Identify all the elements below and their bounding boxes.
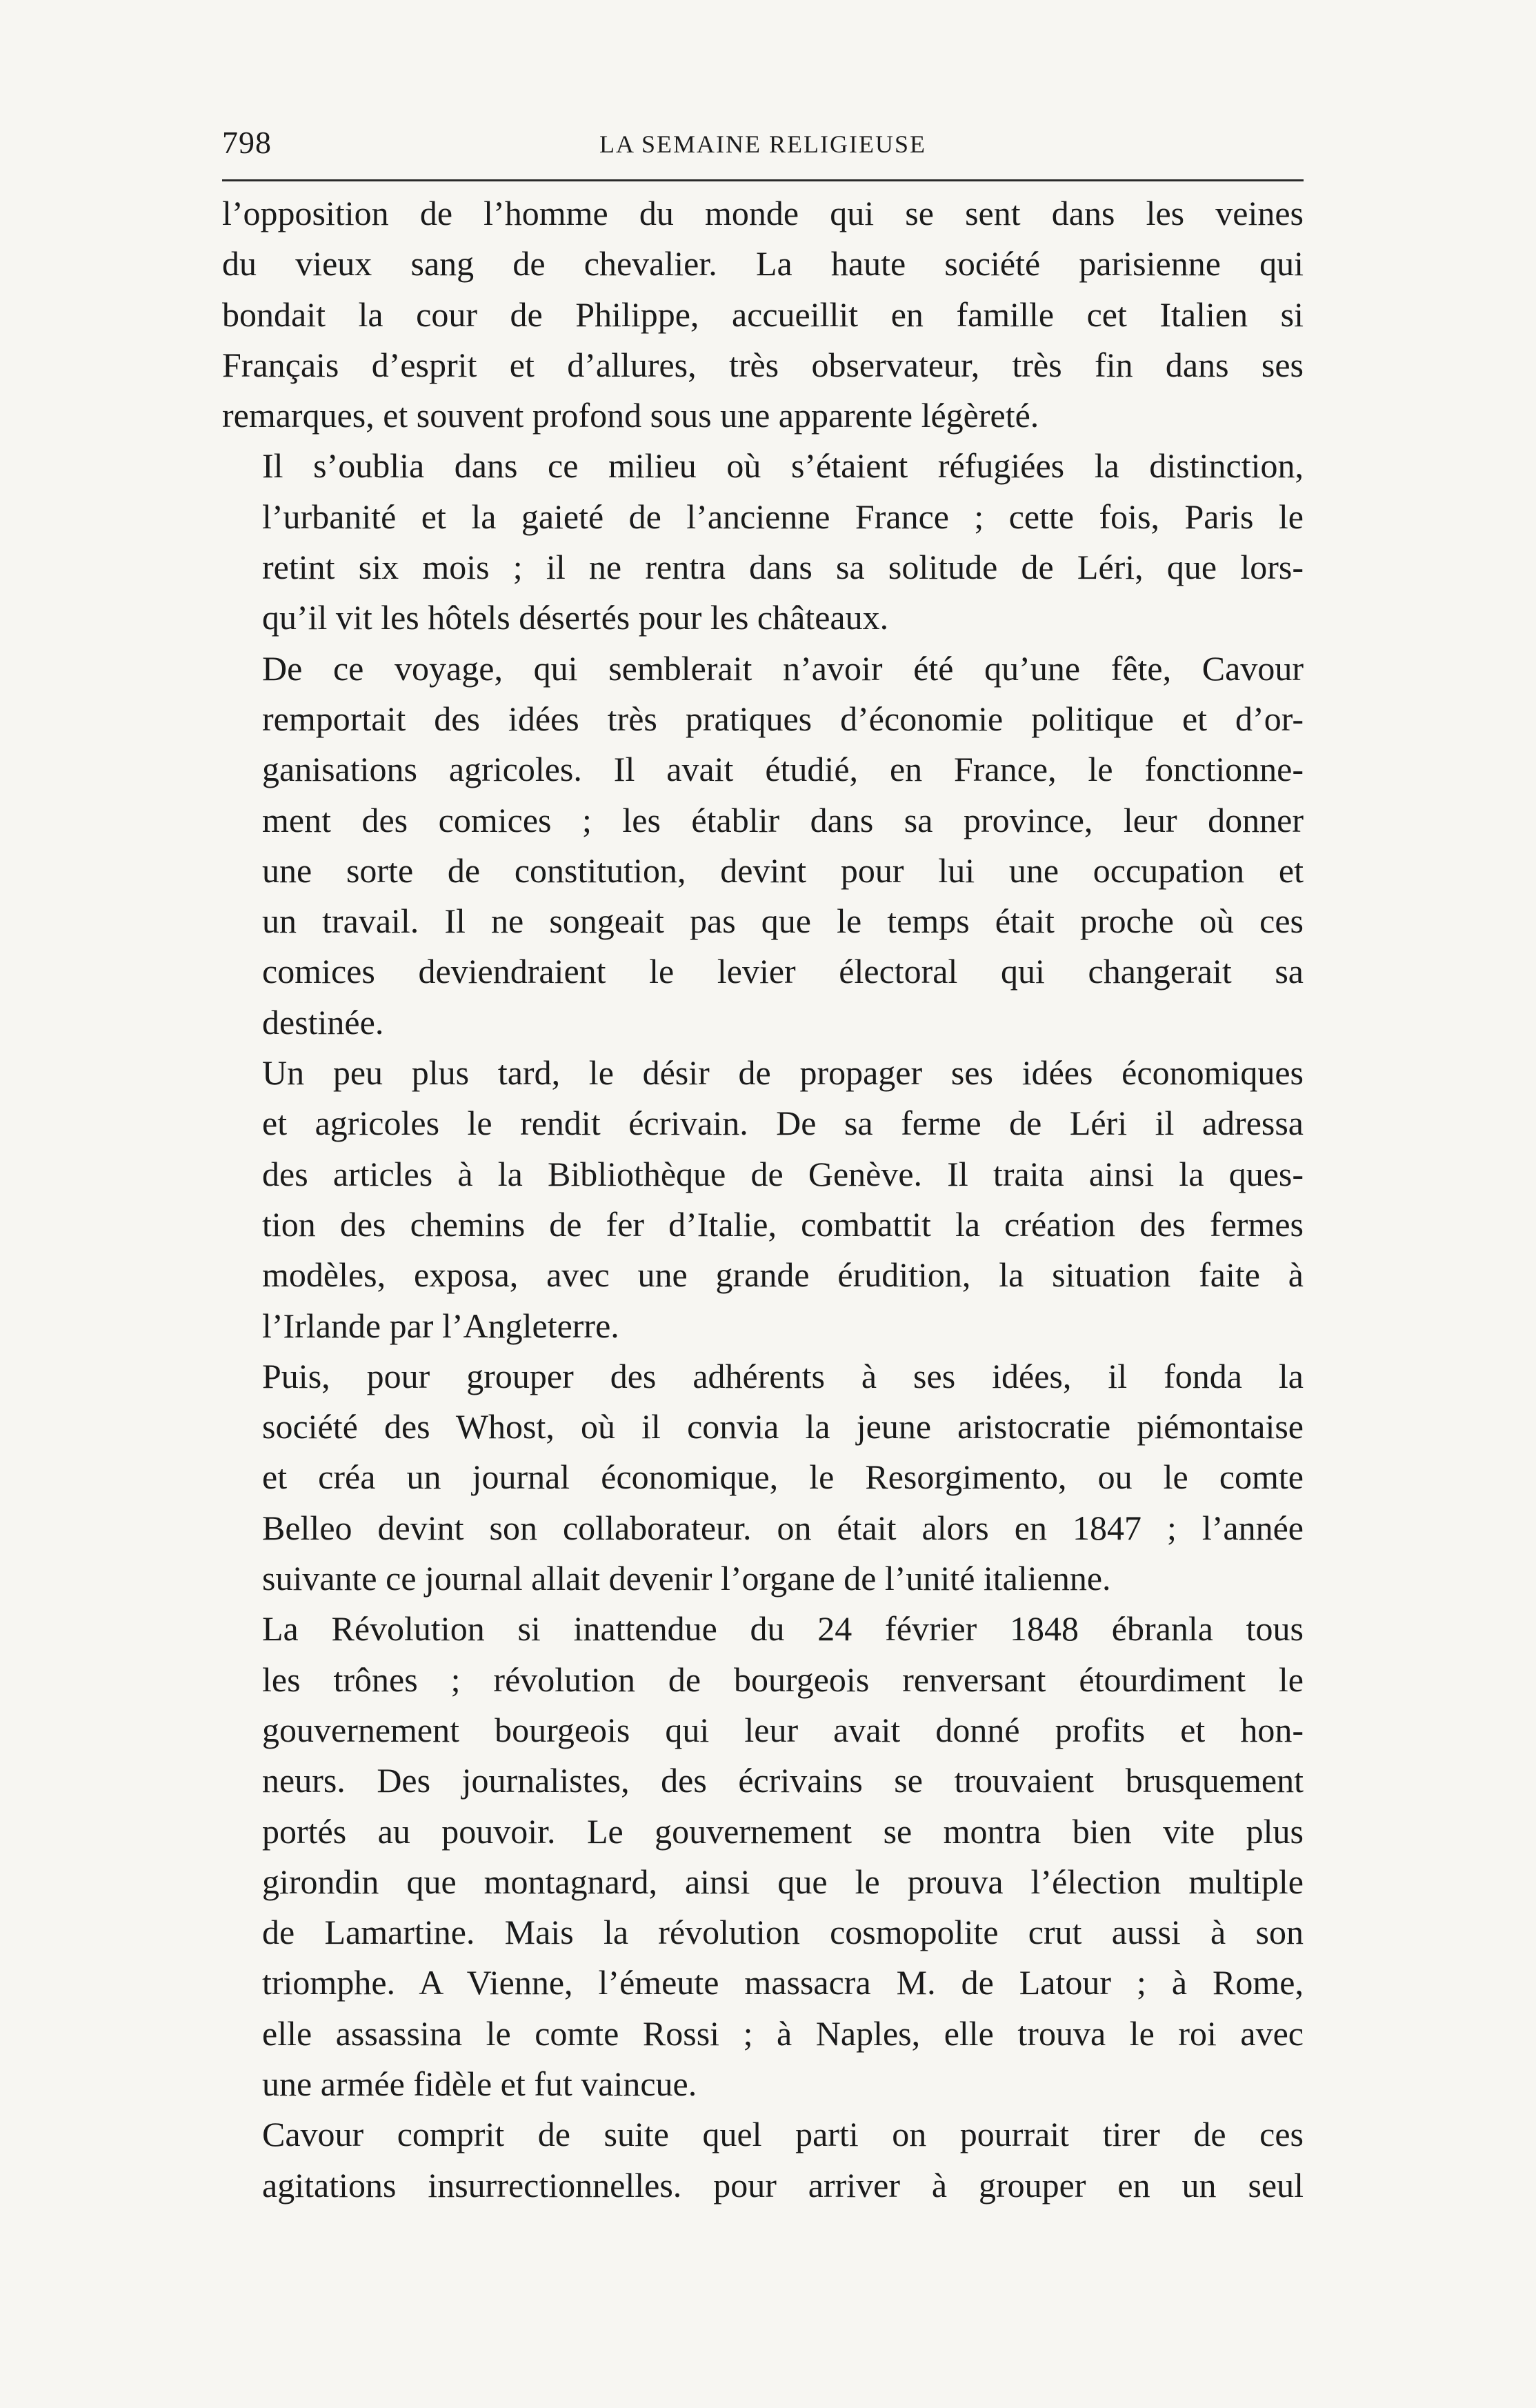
text-line: et créa un journal économique, le Resorgimento, ou le comte [262, 1457, 1304, 1497]
paragraph [222, 441, 1304, 643]
text-line: de Lamartine. Mais la révolution cosmopolite crut aussi à son [262, 1913, 1304, 1952]
text-line: destinée. [262, 1002, 384, 1042]
text-line: et agricoles le rendit écrivain. De sa ferme de Léri il adressa [262, 1104, 1304, 1143]
text-line: La Révolution si inattendue du 24 février 1848 ébranla tous [262, 1609, 1304, 1649]
paragraph [222, 644, 1304, 1048]
running-head [222, 124, 1304, 174]
paragraph [222, 2109, 1304, 2211]
text-line: Il s’oublia dans ce milieu où s’étaient réfugiées la distinction, [262, 446, 1304, 486]
text-line: Puis, pour grouper des adhérents à ses idées, il fonda la [262, 1356, 1304, 1395]
text-line: une armée fidèle et fut vaincue. [262, 2064, 697, 2103]
header-rule [222, 179, 1304, 181]
text-line: girondin que montagnard, ainsi que le prouva l’élection multiple [262, 1862, 1304, 1901]
text-line: agitations insurrectionnelles. pour arriver à grouper en un seul [262, 2165, 1304, 2205]
text-line: l’Irlande par l’Angleterre. [262, 1306, 619, 1345]
text-line: retint six mois ; il ne rentra dans sa solitude de Léri, que lors- [262, 548, 1304, 587]
text-line: les trônes ; révolution de bourgeois renversant étourdiment le [262, 1660, 1304, 1699]
text-line: elle assassina le comte Rossi ; à Naples, elle trouva le roi avec [262, 2013, 1304, 2053]
text-line: ganisations agricoles. Il avait étudié, en France, le fonctionne- [262, 750, 1304, 789]
text-line: remarques, et souvent profond sous une apparente légèreté. [222, 396, 1039, 435]
text-line: portés au pouvoir. Le gouvernement se montra bien vite plus [262, 1811, 1304, 1851]
text-line: triomphe. A Vienne, l’émeute massacra M. de Latour ; à Rome, [262, 1963, 1304, 2002]
text-line: suivante ce journal allait devenir l’organe de l’unité italienne. [262, 1559, 1111, 1598]
text-line: bondait la cour de Philippe, accueillit en famille cet Italien si [222, 295, 1304, 334]
body-text [222, 188, 1304, 2211]
text-line: qu’il vit les hôtels désertés pour les châteaux. [262, 598, 889, 637]
page [222, 124, 1304, 2211]
text-line: du vieux sang de chevalier. La haute société parisienne qui [222, 244, 1304, 283]
text-line: Belleo devint son collaborateur. on était alors en 1847 ; l’année [262, 1508, 1304, 1547]
text-line: ment des comices ; les établir dans sa province, leur donner [262, 800, 1304, 839]
text-line: neurs. Des journalistes, des écrivains se trouvaient brusquement [262, 1761, 1304, 1800]
text-line: modèles, exposa, avec une grande érudition, la situation faite à [262, 1255, 1304, 1295]
paragraph [222, 1048, 1304, 1351]
text-line: tion des chemins de fer d’Italie, combattit la création des fermes [262, 1204, 1304, 1244]
paragraph [222, 1351, 1304, 1604]
text-line: l’urbanité et la gaieté de l’ancienne France ; cette fois, Paris le [262, 497, 1304, 536]
page-number: 798 [222, 125, 272, 160]
text-line: Français d’esprit et d’allures, très observateur, très fin dans ses [222, 345, 1304, 384]
text-line: société des Whost, où il convia la jeune aristocratie piémontaise [262, 1407, 1304, 1446]
text-line: l’opposition de l’homme du monde qui se sent dans les veines [222, 194, 1304, 232]
text-line: remportait des idées très pratiques d’économie politique et d’or- [262, 699, 1304, 738]
paragraph [222, 1604, 1304, 2109]
text-line: Un peu plus tard, le désir de propager ses idées économiques [262, 1053, 1304, 1093]
text-line: un travail. Il ne songeait pas que le temps était proche où ces [262, 902, 1304, 941]
text-line: comices deviendraient le levier électoral qui changerait sa [262, 952, 1304, 991]
running-title: LA SEMAINE RELIGIEUSE [599, 130, 926, 158]
text-line: Cavour comprit de suite quel parti on pourrait tirer de ces [262, 2115, 1304, 2154]
text-line: des articles à la Bibliothèque de Genève. Il traita ainsi la ques- [262, 1154, 1304, 1193]
text-line: De ce voyage, qui semblerait n’avoir été qu’une fête, Cavour [262, 648, 1304, 688]
text-line: gouvernement bourgeois qui leur avait donné profits et hon- [262, 1710, 1304, 1749]
paragraph [222, 188, 1304, 441]
text-line: une sorte de constitution, devint pour lui une occupation et [262, 850, 1304, 890]
